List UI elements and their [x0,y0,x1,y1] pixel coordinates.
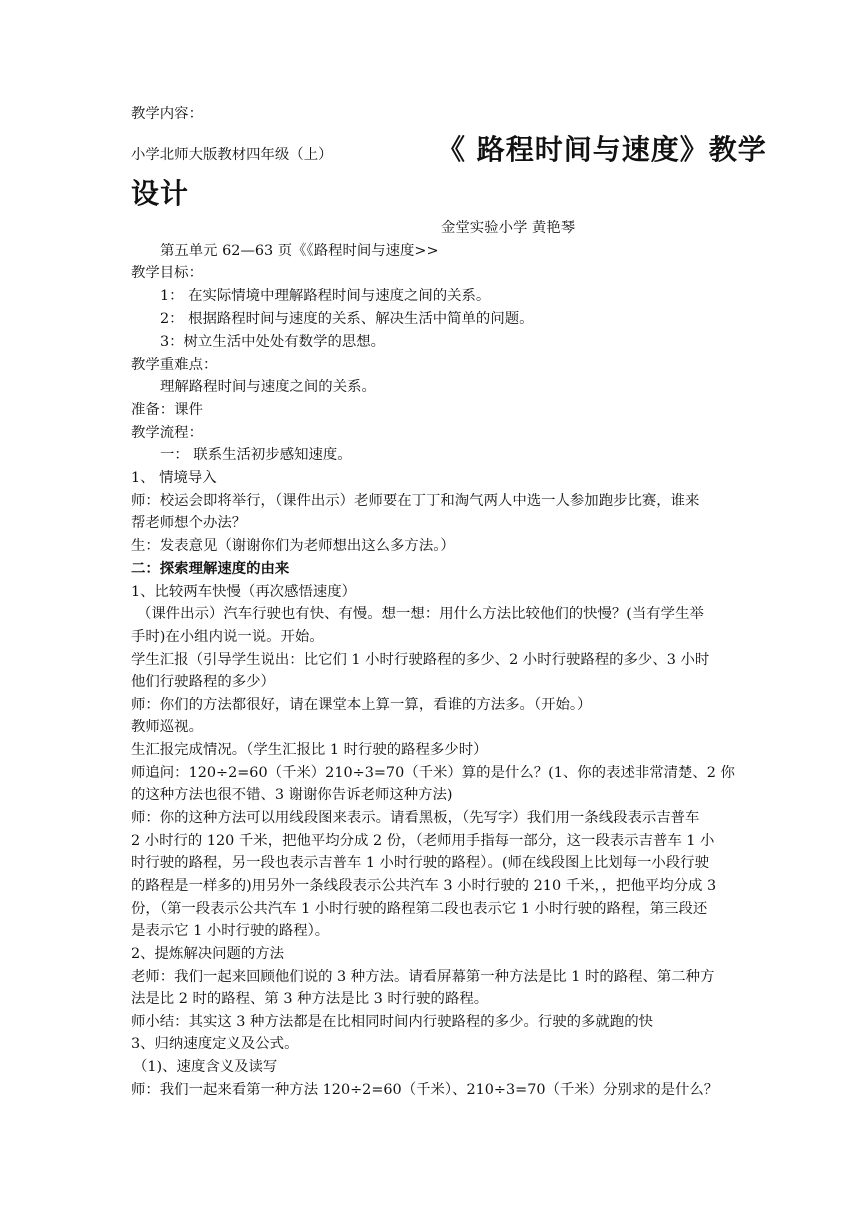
key-points-heading: 教学重难点： [131,357,218,373]
paragraph-line: 是表示它 1 小时行驶的路程）。 [131,923,330,939]
paragraph-line: 师：你的这种方法可以用线段图来表示。请看黑板，（先写字）我们用一条线段表示吉普车 [131,810,700,826]
paragraph-line: 时行驶的路程，另一段也表示吉普车 1 小时行驶的路程）。(师在线段图上比划每一小段行驶 [131,855,709,871]
section-two-step-3: 3、归纳速度定义及公式。 [131,1036,299,1052]
paragraph-line: 法是比 2 时的路程、第 3 种方法是比 3 时行驶的路程。 [131,991,489,1007]
paragraph-line: 师：你们的方法都很好，请在课堂本上算一算，看谁的方法多。（开始。） [131,697,592,713]
paragraph-line: 学生汇报（引导学生说出：比它们 1 小时行驶路程的多少、2 小时行驶路程的多少、3 小时 [131,652,710,668]
paragraph-line: 师追问：120÷2=60（千米）210÷3=70（千米）算的是什么？(1、你的表述非常清楚、2 你 [131,765,735,781]
paragraph-line: 手时)在小组内说一说。开始。 [131,629,324,645]
section-two-step-1: 1、比较两车快慢（再次感悟速度） [131,584,357,600]
paragraph-line: 教师巡视。 [131,719,203,735]
paragraph-line: 他们行驶路程的多少） [131,674,275,690]
section-two-heading: 二：探索理解速度的由来 [131,560,290,577]
paragraph-line: （课件出示）汽车行驶也有快、有慢。想一想：用什么方法比较他们的快慢？(当有学生举 [137,606,704,622]
section-one-step-1: 1、 情境导入 [131,470,217,486]
flow-heading: 教学流程： [131,425,203,441]
paragraph-line: 老师：我们一起来回顾他们说的 3 种方法。请看屏幕第一种方法是比 1 时的路程、第二种方 [131,969,715,985]
paragraph-line: 生：发表意见（谢谢你们为老师想出这么多方法。） [131,538,455,554]
goal-item-1: 1： 在实际情境中理解路程时间与速度之间的关系。 [160,288,491,304]
goals-heading: 教学目标： [131,265,203,281]
section-two-step-3-sub-1: （1)、速度含义及读写 [133,1059,278,1075]
paragraph-line: 师：校运会即将举行，（课件出示）老师要在丁丁和淘气两人中选一人参加跑步比赛，谁来 [131,493,700,509]
paragraph-line: 份，（第一段表示公共汽车 1 小时行驶的路程第二段也表示它 1 小时行驶的路程，第三段还 [131,901,708,917]
goal-item-3: 3：树立生活中处处有数学的思想。 [160,334,386,350]
unit-line: 第五单元 62—63 页《《路程时间与速度>> [160,243,439,259]
key-points-text: 理解路程时间与速度之间的关系。 [160,379,376,395]
paragraph-line: 的这种方法也很不错、3 谢谢你告诉老师这种方法) [131,787,453,803]
content-label: 教学内容： [131,106,203,122]
paragraph-line: 2 小时行的 120 千米，把他平均分成 2 份，（老师用手指每一部分，这一段表示吉普车 1 小 [131,833,715,849]
goal-item-2: 2： 根据路程时间与速度的关系、解决生活中简单的问题。 [160,311,534,327]
textbook-line: 小学北师大版教材四年级（上） [131,147,333,163]
paragraph-line: 的路程是一样多的)用另外一条线段表示公共汽车 3 小时行驶的 210 千米，，把他平均分成 3 [131,878,717,894]
paragraph-line: 帮老师想个办法？ [131,515,247,531]
paragraph-line: 师小结：其实这 3 种方法都是在比相同时间内行驶路程的多少。行驶的多就跑的快 [131,1014,653,1030]
paragraph-line: 生汇报完成情况。（学生汇报比 1 时行驶的路程多少时） [131,742,488,758]
paragraph-line: 师：我们一起来看第一种方法 120÷2=60（千米）、210÷3=70（千米）分别求的是什么？ [131,1082,719,1098]
document-title: 《 路程时间与速度》教学 [437,133,767,166]
preparation-line: 准备：课件 [131,402,203,418]
author-line: 金堂实验小学 黄艳琴 [441,220,576,236]
document-title-continued: 设计 [131,177,190,210]
section-two-step-2: 2、提炼解决问题的方法 [131,946,285,962]
section-one-heading: 一： 联系生活初步感知速度。 [160,447,352,463]
